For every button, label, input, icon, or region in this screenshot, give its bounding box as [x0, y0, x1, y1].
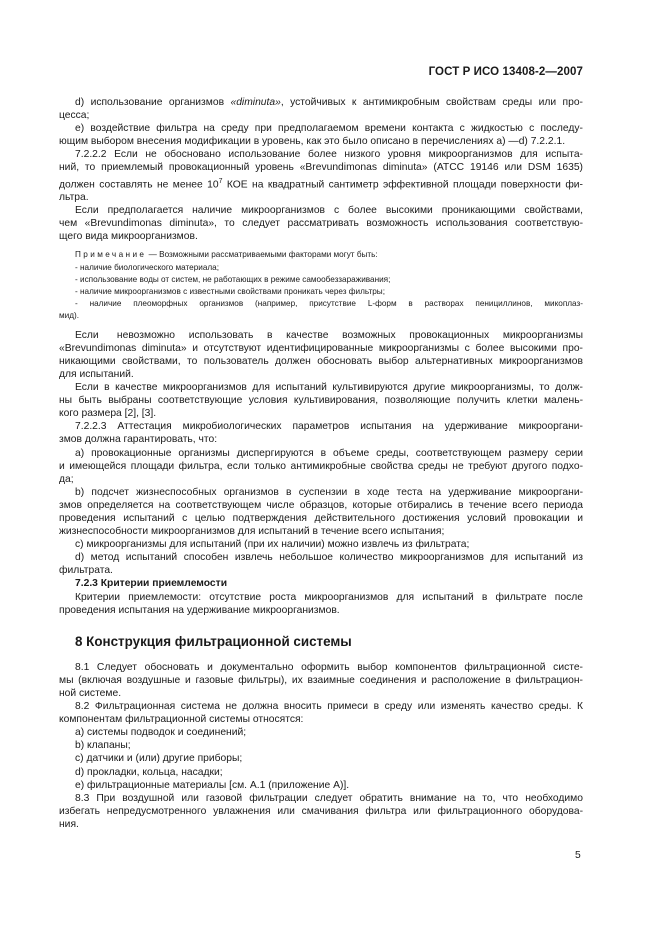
list-item: b) клапаны;	[75, 740, 131, 752]
paragraph-high-penetration: Если предполагается наличие микроорганизмов с более высокими проникающими свойствами,	[75, 205, 583, 217]
paragraph-criteria: Критерии приемлемости: отсутствие роста микроорганизмов для испытаний в фильтрате после	[75, 591, 583, 603]
list-item-d-method: d) метод испытаний способен извлечь небольшое количество микроорганизмов для испытаний из	[75, 552, 583, 564]
note-item: - наличие плеоморфных организмов (например, присутствие L-форм в растворах пенициллинов, микоплаз-	[75, 299, 583, 309]
list-item: a) системы подводок и соединений;	[75, 727, 247, 739]
paragraph-cultivation: Если в качестве микроорганизмов для испытаний культивируются другие микроорганизмы, то долж-	[75, 382, 583, 394]
clause-7-2-2-3: 7.2.2.3 Аттестация микробиологических параметров испытания на удерживание микрооргани-	[75, 421, 583, 433]
page-number: 5	[575, 850, 581, 861]
subclause-heading: 7.2.3 Критерии приемлемости	[75, 578, 228, 590]
list-item-a-dispersion: a) провокационные организмы диспергируются в объеме среды, соответствующем размеру серии	[75, 447, 583, 459]
section-heading: 8 Конструкция фильтрационной системы	[75, 633, 352, 649]
note-item: - наличие микроорганизмов с известными свойствами проникать через фильтры;	[75, 287, 385, 297]
note-block: Примечание — Возможными рассматриваемыми факторами могут быть: - наличие биологического материала; - использование воды от систем, не работающих в режиме самообеззараживания; - наличие микроорганизмов с известными свойствами проникать через фильтры; - наличие плеоморфных организмов (например, присутствие L-форм в растворах пенициллинов, микоплаз- мид).	[59, 250, 583, 321]
clause-7-2-2-2: 7.2.2.2 Если не обосновано использование более низкого уровня микроорганизмов для испыта-	[75, 149, 583, 161]
document-code: ГОСТ Р ИСО 13408-2—2007	[428, 66, 583, 78]
list-item-d-organisms: d) использование организмов «diminuta», устойчивых к антимикробным свойствам среды или про-	[75, 97, 583, 108]
list-item: d) прокладки, кольца, насадки;	[75, 766, 223, 778]
note-label: Примечание	[75, 250, 147, 260]
list-item-b-count: b) подсчет жизнеспособных организмов в суспензии в ходе теста на удерживание микрооргани-	[75, 486, 583, 498]
note-item: - использование воды от систем, не работающих в режиме самообеззараживания;	[75, 274, 391, 284]
paragraph-impossible: Если невозможно использовать в качестве возможных провокационных микроорганизмы	[75, 329, 583, 341]
list-item-c-extract: c) микроорганизмы для испытаний (при их наличии) можно извлечь из фильтрата;	[75, 539, 470, 551]
clause-8-3: 8.3 При воздушной или газовой фильтрации следует обратить внимание на то, что необходимо	[75, 792, 583, 804]
note-item: - наличие биологического материала;	[75, 262, 219, 272]
text-line: цесса;	[59, 110, 90, 122]
list-item: e) фильтрационные материалы [см. А.1 (приложение А)].	[75, 779, 350, 791]
text-line: ющим выбором внесения модификации в уровень, как это было описано в перечислениях a) —d) 7.2.2.1.	[59, 136, 566, 148]
list-item: c) датчики и (или) другие приборы;	[75, 753, 243, 765]
clause-8-1: 8.1 Следует обосновать и документально оформить выбор компонентов фильтрационной систе-	[75, 661, 583, 673]
list-item-e-filter: e) воздействие фильтра на среду при предполагаемом времени контакта с жидкостью с последу-	[75, 123, 583, 135]
page-body: d) использование организмов «diminuta», устойчивых к антимикробным свойствам среды или про- цесса; e) воздействие фильтра на среду при предполагаемом времени контакта с жидкостью с последу- ющим выбором внесения модификации в уровень, как это было описано в перечислениях a) —d) 7.2.2.1. 7.2.2.2 Если не обосновано использование более низкого уровня микроорганизмов для испыта- ний, то приемлемый провокационный уровень «Brevundimonas diminuta» (ATCC 19146 или DSM 1635) должен составлять не менее $10^7$ КОЕ на квадратный сантиметр эффективной площади поверхности фи- льтра. Если предполагается наличие микроорганизмов с более высокими проникающими свойствами, чем «Brevundimonas diminuta», то следует рассматривать возможность использования соответствую- щего вида микроорганизмов. Примечание — Возможными рассматриваемыми факторами могут быть: - наличие биологического материала; - использование воды от систем, не работающих в режиме самообеззараживания; - наличие микроорганизмов с известными свойствами проникать через фильтры; - наличие плеоморфных организмов (например, присутствие L-форм в растворах пенициллинов, микоплаз- мид). Если невозможно использовать в качестве возможных провокационных микроорганизмы «Brevundimonas diminuta» и отсутствуют идентифицированные микроорганизмы с более высокими про- никающими свойствами, то пользователь должен обосновать выбор альтернативных микроорганизмов для испытаний. Если в качестве микроорганизмов для испытаний культивируются другие микроорганизмы, то долж- ны быть выбраны соответствующие условия культивирования, позволяющие получить клетки малень- кого размера [2], [3]. 7.2.2.3 Аттестация микробиологических параметров испытания на удерживание микрооргани- змов должна гарантировать, что: a) провокационные организмы диспергируются в объеме среды, соответствующем размеру серии и имеющейся площади фильтра, если только антимикробные свойства среды не требуют другого подхо- да; b) подсчет жизнеспособных организмов в суспензии в ходе теста на удерживание микрооргани- змов определяется на соответствующем числе образцов, которые отбирались в течение всего периода проведения испытаний с целью подтверждения действительного достижения условий провокации и жизнеспособности микроорганизмов для испытаний в течение всего испытания; c) микроорганизмы для испытаний (при их наличии) можно извлечь из фильтрата; d) метод испытаний способен извлечь небольшое количество микроорганизмов для испытаний из фильтрата. 7.2.3 Критерии приемлемости Критерии приемлемости: отсутствие роста микроорганизмов для испытаний в фильтрате после проведения испытания на удерживание микроорганизмов. 8 Конструкция фильтрационной системы 8.1 Следует обосновать и документально оформить выбор компонентов фильтрационной систе- мы (включая воздушные и газовые фильтры), их взаимные соединения и расположение в фильтрацион- ной системе. 8.2 Фильтрационная система не должна вносить примеси в среду или изменять качество среды. К компонентам фильтрационной системы относятся: a) системы подводок и соединений; b) клапаны; c) датчики и (или) другие приборы; d) прокладки, кольца, насадки; e) фильтрационные материалы [см. А.1 (приложение А)]. 8.3 При воздушной или газовой фильтрации следует обратить внимание на то, что необходимо избегать непредусмотренного увлажнения или смачивания фильтра или фильтрационного оборудова- ния.	[59, 97, 583, 830]
clause-8-2: 8.2 Фильтрационная система не должна вносить примеси в среду или изменять качество среды. К	[75, 701, 583, 713]
